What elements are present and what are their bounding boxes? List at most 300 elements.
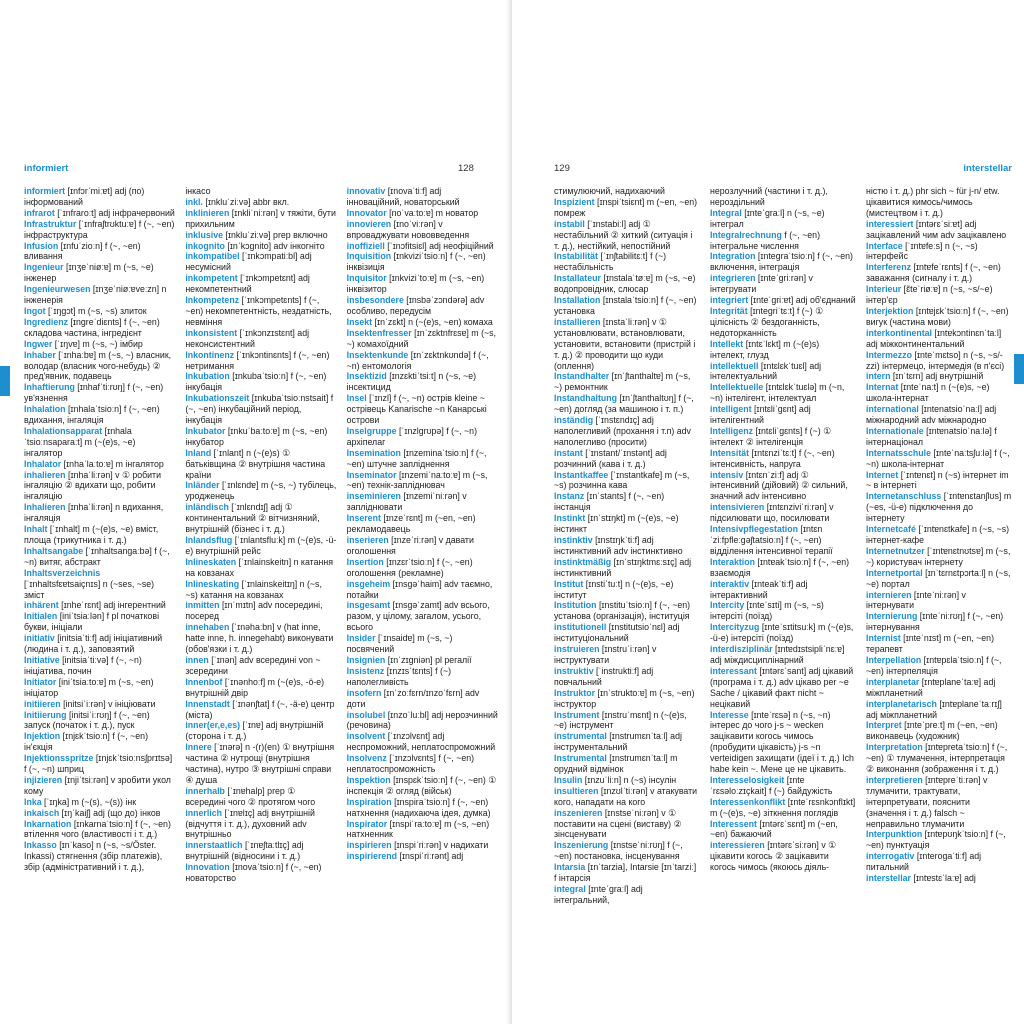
entry-definition: [ɪnʒeˈniøːɐveːzn] n інженерія — [24, 284, 167, 306]
dictionary-entry — [24, 459, 175, 470]
entry-headword: Inhalator — [24, 458, 62, 469]
entry-definition: [ɪntɐpʊŋkˈtsioːn] f (~, ~en) пунктуація — [866, 829, 1006, 851]
entry-headword: Innenbof — [185, 676, 223, 687]
dictionary-entry — [347, 491, 498, 513]
entry-definition: [ɪnʒeˈniøːɐ] m (~s, ~e) інженер — [24, 262, 154, 284]
entry-definition: [initsiˈiːrʊŋ] f (~, ~en) запуск (початок і т. д.), пуск — [24, 709, 150, 731]
dictionary-entry — [710, 426, 856, 448]
dictionary-entry — [24, 502, 175, 524]
dictionary-entry — [347, 251, 498, 273]
entry-definition: [ɪnˈmɪtn] adv посередині, посеред — [185, 600, 323, 622]
entry-headword: Innere — [185, 742, 212, 753]
entry-definition: [ɪntɐkɔntinɛnˈtaːl] adj міжконтинентальний — [866, 327, 1002, 349]
page-number: 128 — [458, 163, 474, 174]
entry-definition: [ɪnteˈrɛsə] n (~s, ~n) інтерес до чого j-s ~ wecken зацікавити когось чимось (пробудити цікавість) j-s ~n verteidigen захищати (ідеї і т. д.) Ich habe kein ~. Мене це не цікавить. — [710, 709, 854, 775]
dictionary-entry — [866, 306, 1012, 328]
entry-definition: [ɪnteˈnaːtsʃuːlə] f (~, ~n) школа-інтернат — [866, 447, 1010, 469]
entry-definition: [ˈɪnənhoːf] m (~(e)s, -ö-e) внутрішній двір — [185, 676, 325, 698]
right-page-columns — [554, 186, 1012, 1016]
dictionary-entry — [185, 622, 336, 655]
dictionary-entry — [24, 611, 175, 633]
dictionary-entry — [866, 590, 1012, 612]
entry-definition: [ˈɪnɐhalp] prep ① всередині чого ② протягом чого — [185, 785, 316, 807]
dictionary-entry — [24, 470, 175, 503]
dictionary-entry — [866, 524, 1012, 546]
entry-definition: [ɪnˈʃtanthaltʊŋ] f (~, ~en) догляд (за машиною і т. п.) — [554, 393, 694, 415]
entry-headword: Inlandsflug — [185, 535, 233, 545]
entry-headword: instant — [554, 447, 583, 458]
entry-definition: [ˈɪŋvɐ] m (~s, ~) імбир — [52, 338, 143, 349]
dictionary-entry — [866, 699, 1012, 721]
entry-headword: initiieren — [24, 698, 61, 709]
dictionary-entry — [185, 502, 336, 535]
entry-definition: [ɪnteˈgraːl] adj інтегральний, — [554, 884, 643, 905]
entry-headword: Infusion — [24, 240, 59, 251]
dictionary-entry — [347, 797, 498, 819]
entry-headword: Instanz — [554, 491, 585, 502]
entry-headword: Internetnutzer — [866, 545, 925, 556]
dictionary-entry — [185, 786, 336, 808]
entry-headword: instinktiv — [554, 535, 593, 545]
entry-headword: Ingenieurwesen — [24, 284, 91, 295]
dictionary-entry — [24, 819, 175, 841]
dictionary-entry — [866, 350, 1012, 372]
dictionary-entry — [185, 862, 336, 884]
entry-definition: [noˈvaːtoːɐ] m новатор — [386, 207, 479, 218]
dictionary-entry — [866, 491, 1012, 524]
entry-headword: Injektion — [24, 731, 61, 742]
entry-headword: injizieren — [24, 774, 63, 785]
entry-definition: ністю і т. д.) phr sich ~ für j-n/ etw. цікавитися кимось/чимось (мистецтвом і т. д.) — [866, 186, 1000, 218]
entry-headword: Interferenz — [866, 262, 911, 273]
dictionary-entry — [347, 219, 498, 241]
entry-definition: [ɪnteˈnɪst] m (~en, ~en) терапевт — [866, 633, 994, 655]
entry-headword: Inkubationszeit — [185, 393, 250, 404]
dictionary-entry — [554, 448, 700, 470]
entry-definition: [ɪnkviziˈtoːɐ] m (~s, ~en) інквізитор — [346, 273, 485, 295]
dictionary-entry — [866, 284, 1012, 306]
entry-definition: [ˈɪnhaltsfɛɐtsaiçnɪs] n (~ses, ~se) зміст — [24, 578, 155, 600]
dictionary-entry — [554, 186, 700, 197]
right-page — [512, 0, 1024, 1024]
entry-headword: Interaktion — [710, 556, 755, 567]
entry-definition: [ɪntərɛˈsant] adj цікавий (програма і т. д.) adv цікаво per ~e Sache / цікавий факт nicht ~ нецікавий — [710, 665, 854, 709]
entry-definition: [ˈɪnstɛndɪç] adj наполегливий (прохання і т.п) adv наполегливо (просити) — [554, 415, 691, 447]
entry-definition: [ˈɪŋgɔt] m (~s, ~s) злиток — [45, 305, 147, 316]
dictionary-entry — [866, 742, 1012, 775]
dictionary-entry — [710, 251, 856, 273]
entry-definition: [ɪnˈzɛkt] n (~(e)s, ~en) комаха — [372, 316, 493, 327]
entry-headword: inszenieren — [554, 807, 603, 818]
dictionary-entry — [347, 448, 498, 470]
entry-definition: [ɪntərɛˈsɛnt] m (~en, ~en) бажаючий — [710, 818, 838, 840]
entry-definition: [ɪnfuˈzioːn] f (~, ~en) вливання — [24, 240, 141, 262]
entry-headword: Insulin — [554, 774, 583, 785]
entry-headword: Inselgruppe — [346, 425, 397, 436]
entry-headword: insofern — [346, 687, 382, 698]
entry-headword: Inkompetenz — [185, 295, 240, 306]
entry-headword: interessant — [710, 665, 757, 676]
entry-definition: [ɪnzeˈriːrən] v давати оголошення — [346, 535, 474, 556]
entry-headword: insbesondere — [346, 295, 404, 306]
entry-headword: Insistenz — [346, 665, 385, 676]
dictionary-entry — [554, 470, 700, 492]
dictionary-entry — [347, 633, 498, 655]
dictionary-entry — [24, 710, 175, 732]
entry-definition: [initsiˈiːrən] v ініціювати — [60, 698, 156, 709]
entry-definition: [ɪnheˈrɛnt] adj інгерентний — [58, 600, 166, 611]
dictionary-entry — [554, 393, 700, 415]
entry-definition: [ɪnstiˈtuːt] n (~(e)s, ~e) інститут — [554, 578, 674, 600]
column-2 — [185, 186, 336, 1016]
dictionary-entry — [710, 339, 856, 361]
dictionary-entry — [710, 840, 856, 873]
entry-definition: [ɪnspiˈriːrənt] adj — [397, 851, 464, 862]
entry-headword: Interjektion — [866, 305, 914, 316]
dictionary-entry — [347, 273, 498, 295]
entry-definition: [ˈɪntɐnɛtanʃlʊs] m (~es, -ü-e) підключення до інтернету — [866, 491, 1012, 524]
entry-headword: inseminieren — [346, 491, 401, 502]
entry-definition: [ˈɪnlɛndɐ] m (~s, ~) тубілець, уродженець — [185, 480, 337, 502]
dictionary-entry — [347, 371, 498, 393]
dictionary-entry — [185, 241, 336, 252]
entry-definition: [ˈɪntɐnɛt] n (~s) інтернет im ~ в інтернеті — [866, 469, 1009, 491]
entry-definition: [ɪnteˈniːrən] v інтернувати — [866, 589, 966, 611]
entry-definition: [ˈɪnzɔlvɛnt] adj неспроможний, неплатоспроможний — [346, 731, 496, 753]
entry-definition: [ɪnzuˈliːn] n (~s) інсулін — [582, 774, 677, 785]
running-head-keyword: informiert — [24, 163, 69, 174]
entry-headword: Intelligenz — [710, 425, 754, 436]
dictionary-entry — [185, 208, 336, 230]
entry-headword: Integralrechnung — [710, 229, 782, 240]
dictionary-entry — [554, 622, 700, 644]
entry-definition: [ɪŋˈkaiʃ] adj (що до) інков — [59, 807, 161, 818]
dictionary-entry — [710, 361, 856, 383]
entry-headword: Inspizient — [554, 196, 595, 207]
dictionary-entry — [347, 655, 498, 666]
dictionary-entry — [866, 720, 1012, 742]
dictionary-entry — [866, 568, 1012, 590]
dictionary-entry — [710, 622, 856, 644]
entry-headword: intellektuell — [710, 360, 759, 371]
entry-headword: Inhaber — [24, 349, 56, 360]
dictionary-entry — [347, 295, 498, 317]
entry-headword: interessieren — [710, 840, 765, 851]
dictionary-entry — [866, 241, 1012, 263]
entry-headword: innerhalb — [185, 785, 225, 796]
running-head-right — [963, 163, 1012, 175]
entry-headword: Intarsia — [554, 862, 586, 873]
entry-headword: infrarot — [24, 207, 55, 218]
entry-headword: Instinkt — [554, 513, 586, 524]
entry-definition: [ɪntɐnatsioˈnaːlə] f інтернаціонал — [866, 425, 997, 447]
entry-definition: [ˈɪnkɔmpetɛnt] adj некомпетентний — [185, 273, 310, 295]
dictionary-entry — [347, 775, 498, 797]
entry-headword: Ingot — [24, 305, 46, 316]
dictionary-entry — [185, 677, 336, 699]
entry-definition: [ɪnkliˈniːrən] v тяжіти, бути прихильним — [185, 207, 336, 229]
entry-headword: Inhaltsangabe — [24, 545, 84, 556]
entry-headword: Inland — [185, 447, 212, 458]
entry-headword: Interpunktion — [866, 829, 923, 840]
dictionary-entry — [710, 382, 856, 404]
entry-definition: [ɪnstalaˈtøːɐ] m (~s, ~e) водопровідник, слюсар — [554, 273, 696, 295]
entry-headword: inkonsistent — [185, 327, 238, 338]
entry-definition: [ˈɪnkɔntinɛnts] f (~, ~en) нетримання — [185, 349, 330, 371]
entry-headword: insgesamt — [346, 600, 391, 611]
entry-definition: [ˈɪnstantkafe] m (~s, ~s) розчинна кава — [554, 469, 690, 491]
entry-headword: Installateur — [554, 273, 601, 284]
dictionary-entry — [866, 404, 1012, 426]
entry-headword: innovieren — [346, 218, 392, 229]
dictionary-entry — [554, 557, 700, 579]
entry-definition: [ˈɪnsaidɐ] m (~s, ~) посвячений — [346, 633, 453, 655]
entry-definition: [ˈɪnlantsfluːk] m (~(e)s, -ü-e) внутрішній рейс — [185, 535, 337, 556]
entry-definition: [ɪnzoˈluːbl] adj нерозчинний (речовина) — [346, 709, 498, 731]
dictionary-entry — [710, 273, 856, 295]
entry-headword: inmitten — [185, 600, 220, 611]
entry-headword: interplanetarisch — [866, 698, 937, 709]
entry-headword: Instruktor — [554, 687, 596, 698]
dictionary-entry — [710, 208, 856, 230]
entry-headword: Interesse — [710, 709, 749, 720]
entry-definition: [ɪnzemiˈniːrən] v запліднювати — [346, 491, 467, 513]
entry-definition: [ˈɪnlant] n (~(e)s) ① батьківщина ② внутрішня частина країни — [185, 447, 326, 480]
dictionary-entry — [347, 666, 498, 688]
dictionary-entry — [185, 720, 336, 742]
entry-headword: interpretieren — [866, 774, 923, 785]
entry-headword: Initiierung — [24, 709, 67, 720]
entry-definition: [ˈɪŋka] m (~(s), ~(s)) інк — [41, 796, 137, 807]
dictionary-entry — [554, 317, 700, 372]
dictionary-entry — [554, 786, 700, 808]
entry-definition: [ɪnspiˈriːrən] v надихати — [391, 840, 489, 851]
entry-definition: [ɪnoˈviːrən] v впроваджувати нововведення — [346, 218, 470, 240]
entry-definition: [ˈɪnlainskeitn] n катання на ковзанах — [185, 556, 333, 578]
entry-definition: [ɪntɛnziˈtɛːt] f (~, ~en) інтенсивність, напруга — [710, 447, 835, 469]
entry-definition: [ˈɪnzɔlvɛnts] f (~, ~en) неплатоспроможність — [346, 753, 475, 775]
entry-definition: [ɪnovaˈtiːf] adj інноваційний, новаторський — [346, 186, 460, 207]
dictionary-entry — [710, 524, 856, 557]
dictionary-entry — [185, 557, 336, 579]
entry-definition: [ɪnteˈniːrʊŋ] f (~, ~en) інтернування — [866, 611, 1004, 633]
entry-headword: Internationale — [866, 425, 924, 436]
dictionary-entry — [866, 382, 1012, 404]
dictionary-entry — [554, 884, 700, 906]
dictionary-entry — [710, 666, 856, 710]
dictionary-entry — [24, 404, 175, 426]
dictionary-entry — [24, 350, 175, 383]
dictionary-entry — [554, 273, 700, 295]
entry-definition: [ˈɪnkɔmpatiːbl] adj несумісний — [185, 251, 312, 273]
entry-headword: inklinieren — [185, 207, 230, 218]
entry-headword: instrumental — [554, 731, 607, 742]
entry-headword: Internetanschluss — [866, 491, 942, 502]
entry-headword: Insolvenz — [346, 753, 387, 764]
entry-headword: Inkarnation — [24, 818, 72, 829]
entry-headword: Internet — [866, 469, 899, 480]
entry-definition: [ɪnteˈnaːt] n (~(e)s, ~e) школа-інтернат — [866, 382, 990, 404]
dictionary-entry — [185, 350, 336, 372]
entry-headword: Internetportal — [866, 567, 923, 578]
entry-headword: Inkasso — [24, 840, 57, 851]
entry-definition: [ˈɪnstabiːl] adj ① нестабільний ② хиткий (ситуація і т. д.), нестійкий, непостійний — [554, 218, 693, 251]
dictionary-entry — [710, 448, 856, 470]
dictionary-entry — [185, 535, 336, 557]
entry-headword: instruktiv — [554, 665, 594, 676]
dictionary-entry — [866, 426, 1012, 448]
entry-definition: [ˈɪnənʃtat] f (~, -ä-e) центр (міста) — [185, 698, 335, 720]
dictionary-entry — [347, 535, 498, 557]
dictionary-entry — [24, 306, 175, 317]
entry-definition: [ɪnjɛkˈtsioːn] f (~, ~en) ін'єкція — [24, 731, 149, 753]
dictionary-entry — [185, 197, 336, 208]
entry-definition: [ˈɪnlainskeitɪŋ] n (~s, ~s) катання на ковзанах — [185, 578, 322, 600]
entry-headword: Integral — [710, 207, 742, 218]
entry-definition: [ɪnˈkɔgnito] adv інкогніто — [224, 240, 325, 251]
column-1 — [24, 186, 175, 1016]
dictionary-entry — [554, 840, 700, 862]
entry-definition: [ɪnjiˈtsiːrən] v зробити укол кому — [24, 774, 171, 796]
entry-definition: [ɪnteroɡaˈtiːf] adj питальний — [866, 851, 982, 873]
entry-definition: [ɪntɛliˈgɛnts] f (~) ① інтелект ② інтелігенція — [710, 425, 832, 447]
entry-headword: inländisch — [185, 502, 229, 513]
entry-definition: [ɪnkubaˈtsioːnstsait] f (~, ~en) інкубаційний період, інкубація — [185, 393, 334, 426]
entry-headword: Inhalationsapparat — [24, 425, 103, 436]
entry-definition: [ɪnˈstruktoːɐ] m (~s, ~en) інструктор — [554, 687, 695, 709]
dictionary-entry — [554, 415, 700, 448]
dictionary-entry — [866, 677, 1012, 699]
entry-headword: Internatsschule — [866, 447, 932, 458]
dictionary-entry — [24, 731, 175, 753]
dictionary-entry — [24, 426, 175, 459]
entry-headword: Interpret — [866, 720, 902, 731]
dictionary-entry — [185, 579, 336, 601]
entry-headword: Internetcafé — [866, 524, 916, 535]
entry-headword: Interface — [866, 240, 903, 251]
dictionary-entry — [24, 840, 175, 873]
dictionary-entry — [347, 851, 498, 862]
entry-headword: inner(er,e,es) — [185, 720, 241, 731]
entry-definition: [ˈɪnlɛndɪʃ] adj ① континентальний ② вітчизняний, внутрішній (бізнес і т. д.) — [185, 502, 320, 535]
entry-headword: institutionell — [554, 622, 607, 633]
entry-definition: [ɪnzemiˈnaːtoːɐ] m (~s, ~en) технік-запліднювач — [346, 469, 488, 491]
entry-headword: Intellekt — [710, 338, 744, 349]
dictionary-entry — [347, 317, 498, 328]
entry-headword: Intercity — [710, 600, 745, 611]
entry-headword: Insertion — [346, 556, 384, 567]
dictionary-entry — [347, 840, 498, 851]
dictionary-entry — [866, 633, 1012, 655]
entry-definition: [ɪnspɛkˈtsioːn] f (~, ~en) ① інспекція ② огляд (військ) — [346, 774, 497, 796]
entry-definition: [ɪnkuˈbaːtoːɐ] m (~s, ~en) інкубатор — [185, 425, 328, 447]
entry-headword: installieren — [554, 316, 601, 327]
dictionary-entry — [347, 208, 498, 219]
entry-definition: [ˈɪnʃtabilitɛːt] f (~) нестабільність — [554, 251, 667, 273]
dictionary-entry — [554, 666, 700, 688]
dictionary-entry — [185, 480, 336, 502]
dictionary-entry — [185, 448, 336, 481]
entry-definition: [ɪnhafˈtiːrʊŋ] f (~, ~en) ув'язнення — [24, 382, 164, 404]
entry-definition: [ɪnstseˈniːrən] v ① поставити на сцені (виставу) ② зінсценувати — [554, 807, 682, 840]
entry-definition: [ɪntɛnˈziːf] adj ① інтенсивний (дійовий) ② сильний, значний adv інтенсивно — [710, 469, 848, 502]
dictionary-entry — [554, 731, 700, 753]
dictionary-entry — [24, 568, 175, 601]
entry-definition: [ɪntenatsioˈnaːl] adj міжнародний adv міжнародно — [866, 404, 997, 426]
dictionary-entry — [24, 339, 175, 350]
dictionary-entry — [24, 753, 175, 775]
entry-headword: Internierung — [866, 611, 918, 622]
running-head-left — [24, 163, 68, 175]
entry-headword: Institut — [554, 578, 584, 589]
entry-definition: [ˈɪnən] adv всередині von ~ зсередини — [185, 654, 321, 676]
column-3 — [866, 186, 1012, 1016]
dictionary-entry — [554, 513, 700, 535]
entry-headword: intelligent — [710, 404, 752, 415]
entry-definition: [ɪnsgəˈzamt] adv всього, разом, у цілому, загалом, усього, всього — [346, 600, 490, 633]
entry-headword: Ingenieur — [24, 262, 64, 273]
entry-headword: inoffiziell — [346, 240, 385, 251]
entry-definition: [ˈɪnhaltsangaːbə] f (~, ~n) витяг, абстракт — [24, 545, 170, 567]
entry-headword: Injektionsspritze — [24, 753, 94, 764]
entry-headword: Instandhalter — [554, 371, 610, 382]
entry-definition: [ɪnteˈgriːrən] v інтегрувати — [710, 273, 813, 295]
dictionary-entry — [866, 186, 1012, 219]
entry-definition: [initsiaˈtiːvə] f (~, ~n) ініціатива, почин — [24, 654, 142, 676]
entry-headword: integriert — [710, 295, 749, 306]
dictionary-entry — [554, 197, 700, 219]
dictionary-entry — [866, 829, 1012, 851]
column-2 — [710, 186, 856, 1016]
dictionary-entry — [24, 655, 175, 677]
entry-definition: [ɪntɛliˈgɛnt] adj інтелігентний — [710, 404, 811, 426]
running-head-keyword: interstellar — [963, 163, 1012, 174]
dictionary-entry — [554, 688, 700, 710]
entry-definition: [ɪnteˈpreːt] m (~en, ~en) виконавець (художник) — [866, 720, 998, 742]
dictionary-entry — [866, 470, 1012, 492]
entry-headword: innehaben — [185, 622, 230, 633]
entry-headword: Inhaltsverzeichnis — [24, 567, 101, 578]
entry-definition: [ɪntɛlɛkˈtuɛl] adj інтелектуальний — [710, 360, 822, 382]
entry-headword: Interesselosigkeit — [710, 774, 785, 785]
entry-headword: Inspektion — [346, 774, 391, 785]
entry-headword: innerstaatlich — [185, 840, 243, 851]
dictionary-entry — [24, 775, 175, 797]
entry-definition: [ɪnstrumɛnˈtaːl] m орудний відмінок — [554, 753, 678, 775]
entry-headword: informiert — [24, 186, 66, 196]
entry-headword: Inquisition — [346, 251, 392, 262]
entry-headword: Interpretation — [866, 742, 923, 753]
page-number-left — [458, 163, 474, 175]
entry-definition: [ˈɪntɐnɛtkafe] n (~s, ~s) інтернет-кафе — [866, 524, 1010, 545]
dictionary-entry — [710, 502, 856, 524]
dictionary-entry — [24, 219, 175, 241]
dictionary-entry — [866, 448, 1012, 470]
entry-definition: [ɪnsbəˈzɔndərə] adv особливо, передусім — [346, 295, 485, 316]
entry-headword: interplanetar — [866, 676, 920, 687]
entry-definition: інкасо — [185, 186, 211, 196]
entry-headword: Ingwer — [24, 338, 53, 349]
entry-headword: inspirierend — [346, 851, 398, 862]
dictionary-entry — [866, 328, 1012, 350]
dictionary-entry — [554, 808, 700, 841]
entry-definition: [ˈɪntɐfeːs] n (~, ~s) інтерфейс — [866, 240, 978, 262]
dictionary-entry — [866, 262, 1012, 284]
dictionary-entry — [185, 393, 336, 426]
entry-headword: inhalieren — [24, 469, 66, 480]
entry-definition: [ɪnˈkaso] n (~s, ~s/Öster. Inkassi) стягнення (збір платежів), збір (адміністративний і т. д.), — [24, 840, 163, 873]
entry-definition: [ˈɪnɐʃtaːtlɪç] adj внутрішній (відносини і т. д.) — [185, 840, 304, 862]
